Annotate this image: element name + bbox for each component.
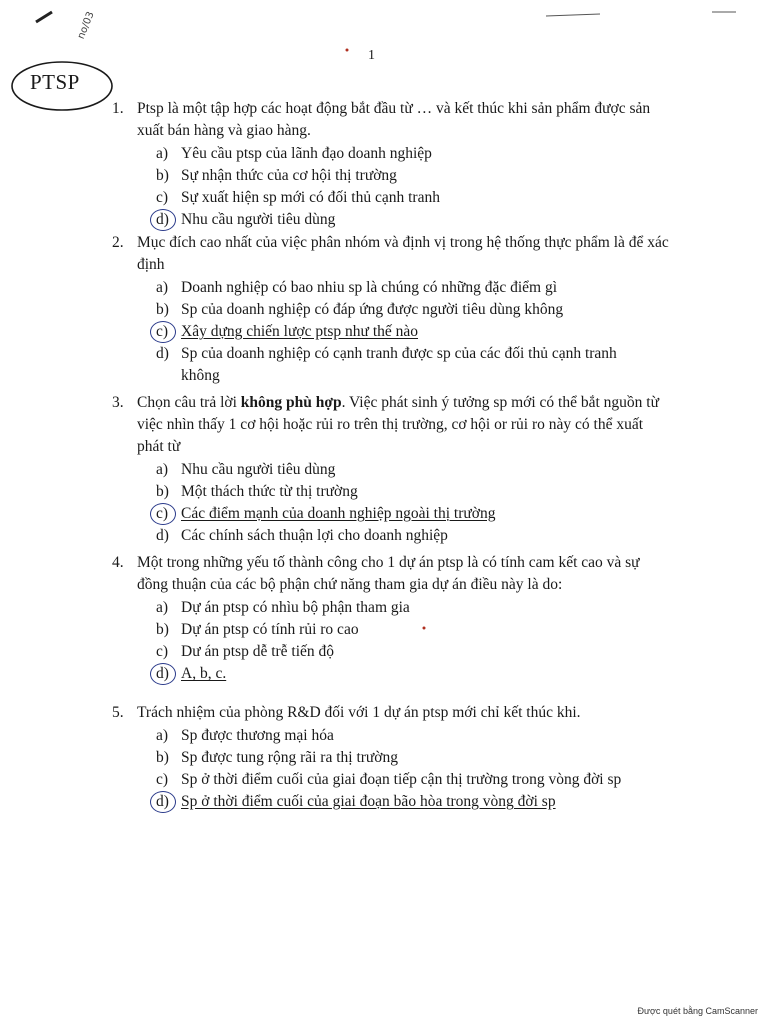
question-text: Mục đích cao nhất của việc phân nhóm và định vị trong hệ thống thực phẩm là để xác định [137,234,669,273]
option-a [156,725,672,747]
question-number: 4. [112,554,124,571]
option-letter: a) [156,145,169,162]
answer-options [156,597,672,685]
answer-options [156,459,672,547]
option-a [156,143,672,165]
option-text: Sự xuất hiện sp mới có đối thủ cạnh tranh [181,189,440,206]
option-letter: c) [156,643,169,660]
option-text: Sp ở thời điểm cuối của giai đoạn bão hòa trong vòng đời sp [181,793,556,810]
option-letter: a) [156,599,169,616]
question-2 [112,232,672,387]
question-5 [112,702,672,813]
page-number: 1 [368,48,375,63]
option-text: Nhu cầu người tiêu dùng [181,211,336,228]
question-text: Một trong những yếu tố thành công cho 1 dự án ptsp là có tính cam kết cao và sự đồng thuận của các bộ phận chứ năng tham gia dự án điều này là do: [137,554,640,593]
option-text: Dư án ptsp dễ trễ tiến độ [181,643,335,660]
option-letter: d) [156,345,169,362]
option-letter: d) [156,665,169,682]
handwritten-note: no/03 [75,10,97,41]
option-text: Sự nhận thức của cơ hội thị trường [181,167,397,184]
question-1 [112,98,672,231]
option-text: Sp được tung rộng rãi ra thị trường [181,749,399,766]
option-a [156,459,672,481]
option-a [156,597,672,619]
option-text: Một thách thức từ thị trường [181,483,358,500]
option-b [156,747,672,769]
question-text-part: Chọn câu trả lời [137,394,241,411]
option-text: A, b, c. [181,665,227,682]
option-d-selected [156,663,672,685]
option-letter: b) [156,167,169,184]
question-number: 5. [112,704,124,721]
option-letter: a) [156,727,169,744]
option-text: Sp của doanh nghiệp có cạnh tranh được sp của các đối thủ cạnh tranh không [181,345,617,384]
question-text [137,392,672,458]
option-c [156,769,672,791]
option-letter: d) [156,211,169,228]
question-text: Trách nhiệm của phòng R&D đối với 1 dự án ptsp mới chỉ kết thúc khi. [137,704,581,721]
option-c-selected [156,503,672,525]
option-text: Sp của doanh nghiệp có đáp ứng được người tiêu dùng không [181,301,564,318]
option-text: Các chính sách thuận lợi cho doanh nghiệp [181,527,448,544]
option-b [156,481,672,503]
option-b [156,299,672,321]
option-letter: d) [156,527,169,544]
option-text: Nhu cầu người tiêu dùng [181,461,336,478]
question-text-emphasis: không phù hợp [240,394,342,411]
option-text: Sp ở thời điểm cuối của giai đoạn tiếp cận thị trường trong vòng đời sp [181,771,622,788]
option-text: Sp được thương mại hóa [181,727,334,744]
option-letter: b) [156,621,169,638]
option-letter: d) [156,793,169,810]
option-text: Xây dựng chiến lược ptsp như thế nào [181,323,419,340]
answer-options [156,143,672,231]
option-letter: b) [156,301,169,318]
option-letter: c) [156,505,169,522]
option-letter: c) [156,189,169,206]
scanner-watermark: Được quét bằng CamScanner [637,1006,758,1016]
option-d [156,343,672,387]
option-text: Yêu cầu ptsp của lãnh đạo doanh nghiệp [181,145,432,162]
option-letter: b) [156,483,169,500]
option-d-selected [156,791,672,813]
option-c [156,187,672,209]
answer-options [156,277,672,387]
option-letter: b) [156,749,169,766]
option-text: Dự án ptsp có nhìu bộ phận tham gia [181,599,410,616]
question-number: 3. [112,394,124,411]
option-a [156,277,672,299]
option-letter: a) [156,461,169,478]
option-letter: c) [156,323,169,340]
question-number: 2. [112,234,124,251]
option-text: Dự án ptsp có tính rủi ro cao [181,621,359,638]
answer-options [156,725,672,813]
question-text-part: . Việc phát sinh ý tưởng sp mới có thể bắt nguồn từ việc nhìn thấy 1 cơ hội hoặc rủi ro trên thị trường, cơ hội or rủi ro này có thể xuất phát từ [137,394,659,455]
question-text: Ptsp là một tập hợp các hoạt động bắt đầu từ … và kết thúc khi sản phẩm được sản xuất bán hàng và giao hàng. [137,100,651,139]
option-text: Các điểm mạnh của doanh nghiệp ngoài thị trường [181,505,496,522]
question-3 [112,392,672,547]
option-b [156,165,672,187]
option-d [156,525,672,547]
subject-title-block [8,58,118,114]
option-d-selected [156,209,672,231]
option-text: Doanh nghiệp có bao nhiu sp là chúng có những đặc điểm gì [181,279,558,296]
question-number: 1. [112,100,124,117]
option-letter: a) [156,279,169,296]
option-c-selected [156,321,672,343]
option-letter: c) [156,771,169,788]
question-4 [112,552,672,685]
option-b [156,619,672,641]
subject-title: PTSP [30,70,80,94]
option-c [156,641,672,663]
